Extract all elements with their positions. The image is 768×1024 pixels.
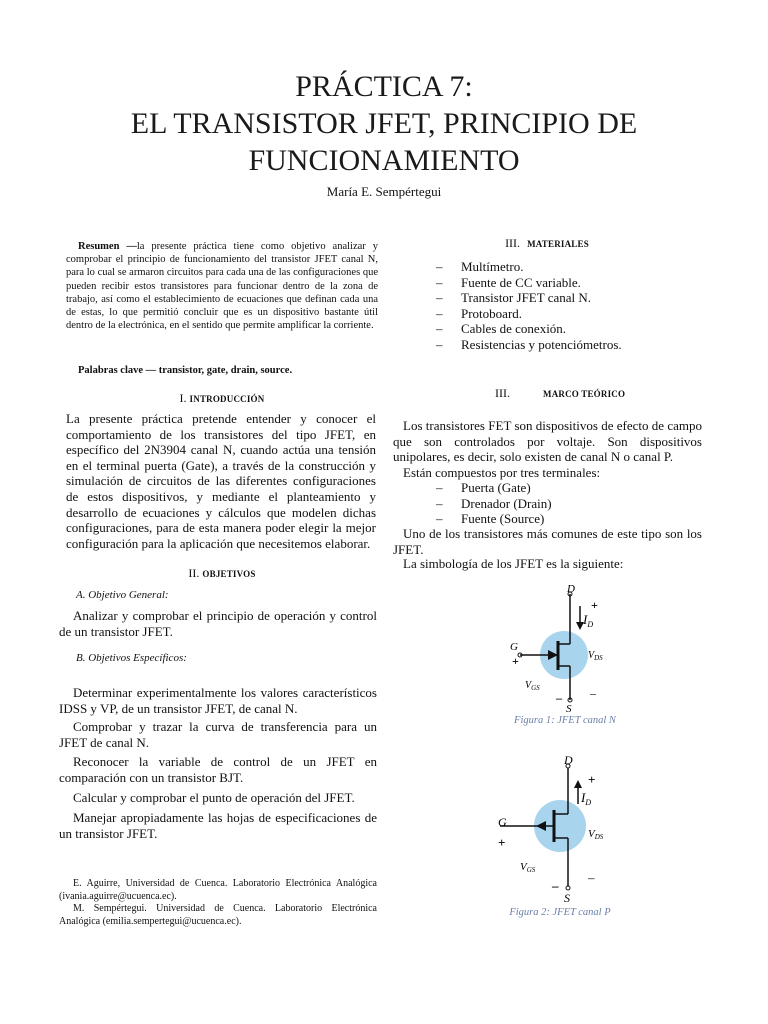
plus-sign: +: [591, 598, 598, 612]
section-title: MARCO TEÓRICO: [543, 389, 626, 399]
vds-label: $V_{DS}$: [588, 650, 603, 662]
list-item: – Drenador (Drain): [436, 496, 696, 512]
objetivo-especifico-3: Reconocer la variable de control de un JFET en comparación con un transistor BJT.: [59, 754, 377, 785]
list-item: – Multímetro.: [436, 259, 716, 275]
plus-sign: +: [498, 835, 506, 850]
current-label: $I_D$: [581, 790, 592, 807]
marco-p3: Uno de los transistores más comunes de este tipo son los JFET.: [393, 526, 702, 557]
list-item: – Cables de conexión.: [436, 321, 716, 337]
introduccion-text: La presente práctica pretende entender y conocer el comportamiento de los transistores del tipo JFET, en específico del 2N3904 canal N, cuando actúa una tensión en el terminal puerta (Gate), a través de la construcción y simulación de circuitos de las diferentes configuraciones de estos dispositivos, y mediante el planteamiento y desarrollo de ecuaciones y cálculos que modelen dichas configuraciones, para de esta manera poder elegir la mejor configuración para la aplicación que necesitemos elaborar.: [66, 411, 376, 551]
section-materiales-heading: [392, 236, 702, 251]
section-introduccion-heading: [66, 391, 378, 406]
jfet-p-channel-symbol: [492, 752, 632, 908]
abstract: [66, 240, 378, 332]
jfet-n-channel-symbol: [500, 582, 630, 716]
section-marco-heading: [495, 386, 625, 401]
plus-sign: +: [588, 772, 596, 787]
minus-sign: –: [588, 870, 595, 885]
keywords: Palabras clave — transistor, gate, drain, source.: [78, 365, 293, 376]
marco-p4: La simbología de los JFET es la siguiente:: [403, 556, 624, 571]
list-item: – Puerta (Gate): [436, 480, 696, 496]
figure-2-caption: Figura 2: JFET canal P: [509, 907, 611, 918]
footnote-1: E. Aguirre, Universidad de Cuenca. Laboratorio Electrónica Analógica (ivania.aguirre@ucuenca.ec).: [59, 878, 377, 902]
marco-p1: Los transistores FET son dispositivos de efecto de campo que son controlados por voltaje. Son dispositivos unipolares, es decir, solo existen de canal N o canal P.: [393, 418, 702, 464]
list-item: – Protoboard.: [436, 306, 716, 322]
title-line-2: EL TRANSISTOR JFET, PRINCIPIO DE: [130, 107, 638, 140]
vgs-label: VGS: [520, 861, 536, 874]
section-number: III.: [505, 236, 521, 250]
footnote-2: M. Sempértegui. Universidad de Cuenca. Laboratorio Electrónica Analógica (emilia.sempertegui@ucuenca.ec).: [59, 903, 377, 927]
figure-1-caption: Figura 1: JFET canal N: [514, 715, 616, 726]
list-item: – Resistencias y potenciómetros.: [436, 337, 716, 353]
drain-label: D: [564, 753, 573, 767]
plus-sign: +: [512, 654, 519, 668]
objetivo-especifico-2: Comprobar y trazar la curva de transferencia para un JFET de canal N.: [59, 719, 377, 750]
section-number: II.: [188, 566, 200, 580]
marco-p2: Están compuestos por tres terminales:: [403, 465, 601, 480]
objetivo-especifico-1: Determinar experimentalmente los valores característicos IDSS y VP, de un transistor JFET, de canal N.: [59, 685, 377, 716]
section-number: I.: [179, 391, 187, 405]
title-line-3: FUNCIONAMIENTO: [248, 144, 520, 177]
objetivo-especifico-4: Calcular y comprobar el punto de operación del JFET.: [73, 790, 355, 805]
minus-sign: –: [552, 878, 559, 893]
minus-sign: –: [590, 686, 596, 700]
materiales-list: [436, 259, 716, 353]
objetivo-general-heading: A. Objetivo General:: [76, 589, 169, 601]
list-item: – Transistor JFET canal N.: [436, 290, 716, 306]
abstract-label: Resumen —: [78, 241, 137, 252]
section-title: MATERIALES: [527, 239, 589, 249]
gate-label: G: [510, 641, 518, 653]
source-label: S: [566, 703, 572, 715]
list-item: – Fuente de CC variable.: [436, 275, 716, 291]
objetivo-especifico-5: Manejar apropiadamente las hojas de especificaciones de un transistor JFET.: [59, 810, 377, 841]
terminales-list: [436, 480, 696, 527]
author: María E. Sempértegui: [326, 184, 442, 199]
section-title: OBJETIVOS: [202, 569, 256, 579]
vgs-label: $V_{GS}$: [525, 680, 540, 692]
minus-sign: –: [556, 691, 562, 705]
title-line-1: PRÁCTICA 7:: [295, 70, 473, 103]
current-label: $I_D$: [583, 612, 594, 629]
objetivo-general-text: Analizar y comprobar el principio de operación y control de un transistor JFET.: [59, 608, 377, 639]
list-item: – Fuente (Source): [436, 511, 696, 527]
abstract-text: la presente práctica tiene como objetivo analizar y comprobar el principio de funcionamiento del transistor JFET canal N, para lo cual se armaron circuitos para cada una de las configuraciones que pueden recibir estos transistores para funcionar dentro de la zona de trabajo, así como el establecimiento de ecuaciones que definan cada una de estas, lo que permitió concluir que es un dispositivo bastante útil dentro de la electrónica, en el sentido que permite amplificar la corriente.: [66, 241, 378, 332]
source-label: S: [564, 891, 570, 905]
vds-label: VDS: [588, 828, 604, 841]
section-title: INTRODUCCIÓN: [189, 394, 265, 404]
section-objetivos-heading: [66, 566, 378, 581]
section-number: III.: [495, 386, 510, 400]
gate-label: G: [498, 815, 507, 829]
drain-label: D: [567, 583, 575, 595]
objetivos-especificos-heading: B. Objetivos Específicos:: [76, 652, 187, 664]
